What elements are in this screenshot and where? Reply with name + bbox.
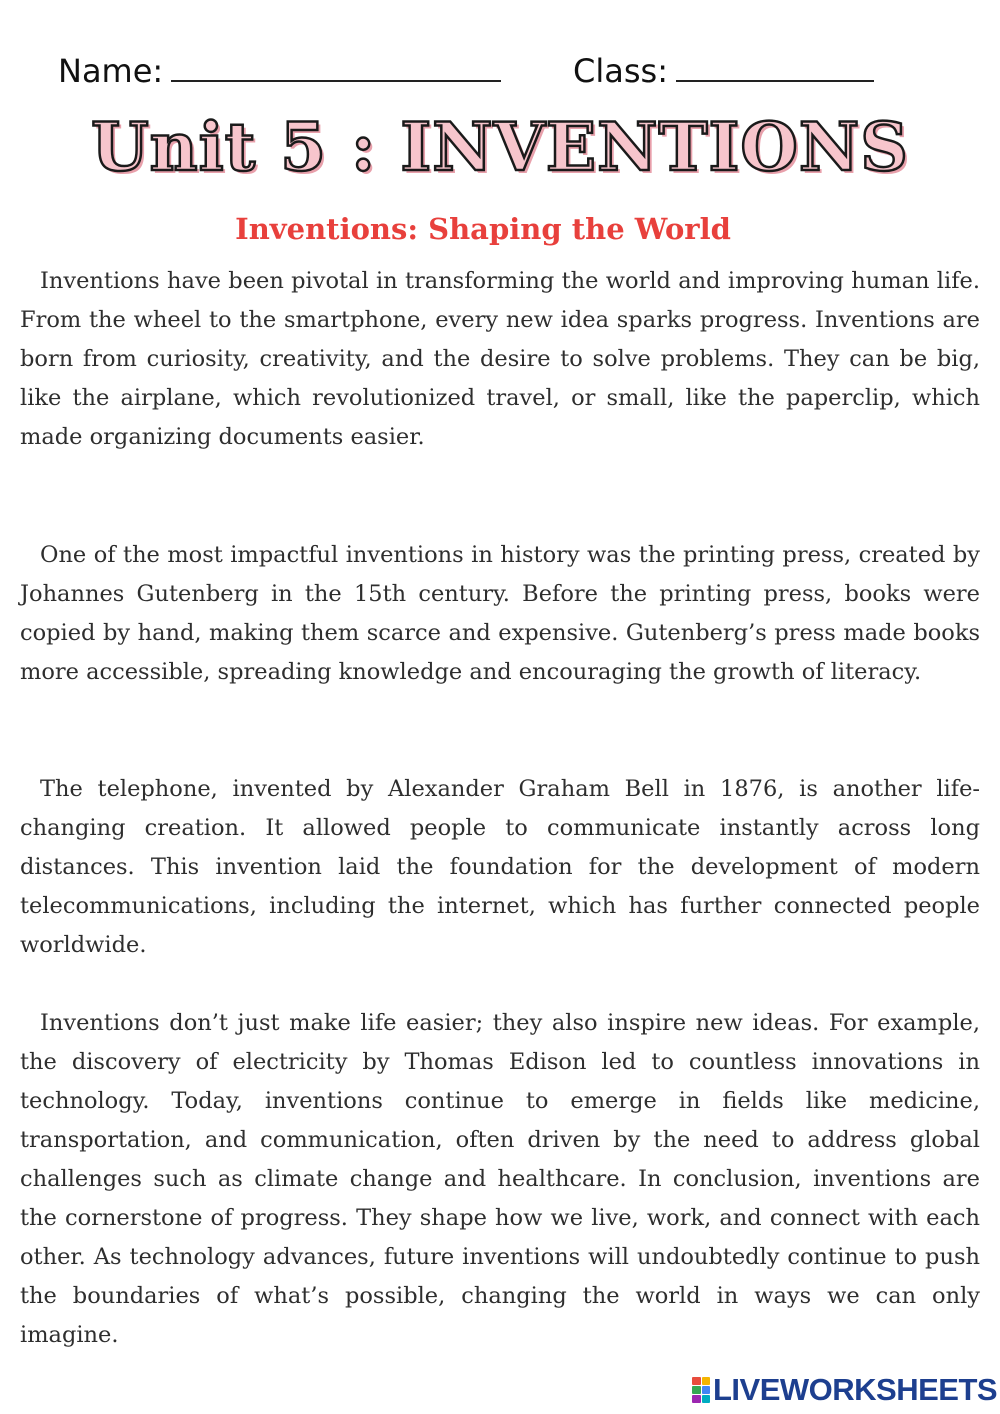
class-label: Class: xyxy=(573,52,668,90)
class-field xyxy=(573,52,874,90)
name-label: Name: xyxy=(58,52,164,90)
name-blank-line[interactable] xyxy=(171,52,501,82)
liveworksheets-logo-icon xyxy=(692,1377,710,1403)
paragraph-3: The telephone, invented by Alexander Graham Bell in 1876, is another life-changing creation. It allowed people to communicate instantly across long distances. This invention laid the foundation for the development of modern telecommunications, including the internet, which has further connected people worldwide. xyxy=(20,776,980,958)
liveworksheets-wordmark: LIVEWORKSHEETS xyxy=(713,1372,998,1407)
unit-title: Unit 5 : INVENTIONS xyxy=(91,108,909,186)
paragraph-4: Inventions don’t just make life easier; they also inspire new ideas. For example, the discovery of electricity by Thomas Edison led to countless innovations in technology. Today, inventions continue to emerge in fields like medicine, transportation, and communication, often driven by the need to address global challenges such as climate change and healthcare. In conclusion, inventions are the cornerstone of progress. They shape how we live, work, and connect with each other. As technology advances, future inventions will undoubtedly continue to push the boundaries of what’s possible, changing the world in ways we can only imagine. xyxy=(20,1010,980,1348)
student-info-fields xyxy=(58,52,938,96)
liveworksheets-brand xyxy=(692,1372,997,1408)
paragraph-1: Inventions have been pivotal in transforming the world and improving human life. From the wheel to the smartphone, every new idea sparks progress. Inventions are born from curiosity, creativity, and the desire to solve problems. They can be big, like the airplane, which revolutionized travel, or small, like the paperclip, which made organizing documents easier. xyxy=(20,268,980,450)
name-field xyxy=(58,52,501,90)
paragraph-2: One of the most impactful inventions in history was the printing press, created by Johannes Gutenberg in the 15th century. Before the printing press, books were copied by hand, making them scarce and expensive. Gutenberg’s press made books more accessible, spreading knowledge and encouraging the growth of literacy. xyxy=(20,542,980,685)
passage-subtitle: Inventions: Shaping the World xyxy=(235,212,731,246)
class-blank-line[interactable] xyxy=(676,52,874,82)
